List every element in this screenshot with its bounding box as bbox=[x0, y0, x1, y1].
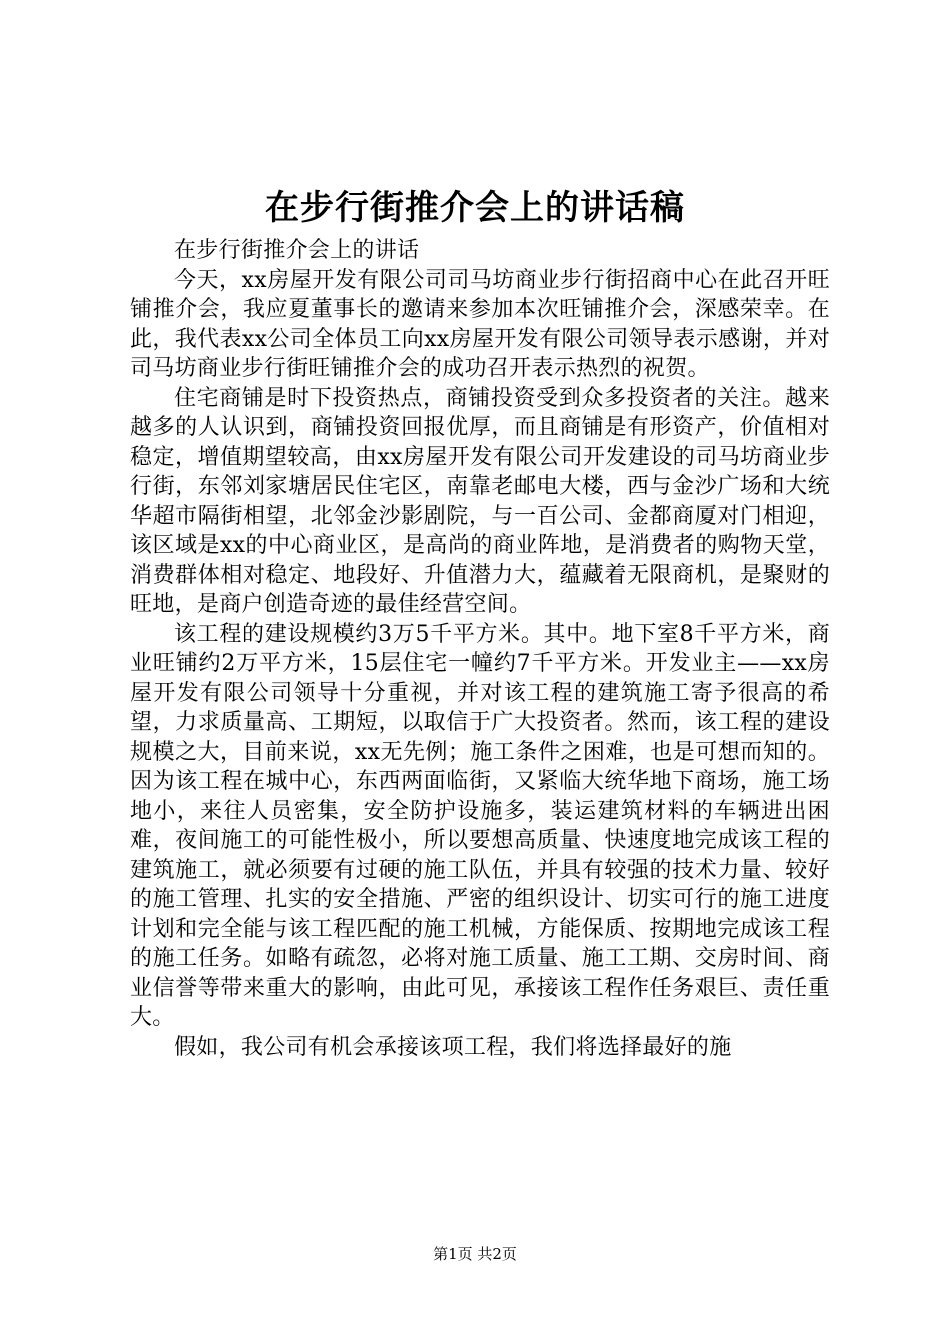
document-body bbox=[130, 236, 830, 1062]
paragraph-opening: 今天，xx房屋开发有限公司司马坊商业步行街招商中心在此召开旺铺推介会，我应夏董事长的邀请来参加本次旺铺推介会，深感荣幸。在此，我代表xx公司全体员工向xx房屋开发有限公司领导表示感谢，并对司马坊商业步行街旺铺推介会的成功召开表示热烈的祝贺。 bbox=[130, 267, 830, 381]
page-number: 第1页 共2页 bbox=[433, 1245, 517, 1263]
document-title: 在步行街推介会上的讲话稿 bbox=[265, 188, 685, 228]
paragraph-closing: 假如，我公司有机会承接该项工程，我们将选择最好的施 bbox=[174, 1034, 732, 1060]
paragraph-project-scale: 该工程的建设规模约3万5千平方米。其中。地下室8千平方米，商业旺铺约2万平方米，15层住宅一幢约7千平方米。开发业主——xx房屋开发有限公司领导十分重视，并对该工程的建筑施工寄予很高的希望，力求质量高、工期短，以取信于广大投资者。然而，该工程的建设规模之大，目前来说，xx无先例；施工条件之困难，也是可想而知的。因为该工程在城中心，东西两面临街，又紧临大统华地下商场，施工场地小，来往人员密集，安全防护设施多，装运建筑材料的车辆进出困难，夜间施工的可能性极小，所以要想高质量、快速度地完成该工程的建筑施工，就必须要有过硬的施工队伍，并具有较强的技术力量、较好的施工管理、扎实的安全措施、严密的组织设计、切实可行的施工进度计划和完全能与该工程匹配的施工机械，方能保质、按期地完成该工程的施工任务。如略有疏忽，必将对施工质量、施工工期、交房时间、商业信誉等带来重大的影响，由此可见，承接该工程作任务艰巨、责任重大。 bbox=[130, 621, 830, 1030]
paragraph-subtitle: 在步行街推介会上的讲话 bbox=[174, 238, 420, 263]
paragraph-location: 住宅商铺是时下投资热点，商铺投资受到众多投资者的关注。越来越多的人认识到，商铺投资回报优厚，而且商铺是有形资产，价值相对稳定，增值期望较高，由xx房屋开发有限公司开发建设的司马坊商业步行街，东邻刘家塘居民住宅区，南靠老邮电大楼，西与金沙广场和大统华超市隔街相望，北邻金沙影剧院，与一百公司、金都商厦对门相迎，该区域是xx的中心商业区，是高尚的商业阵地，是消费者的购物天堂，消费群体相对稳定、地段好、升值潜力大，蕴藏着无限商机，是聚财的旺地，是商户创造奇迹的最佳经营空间。 bbox=[130, 385, 830, 617]
